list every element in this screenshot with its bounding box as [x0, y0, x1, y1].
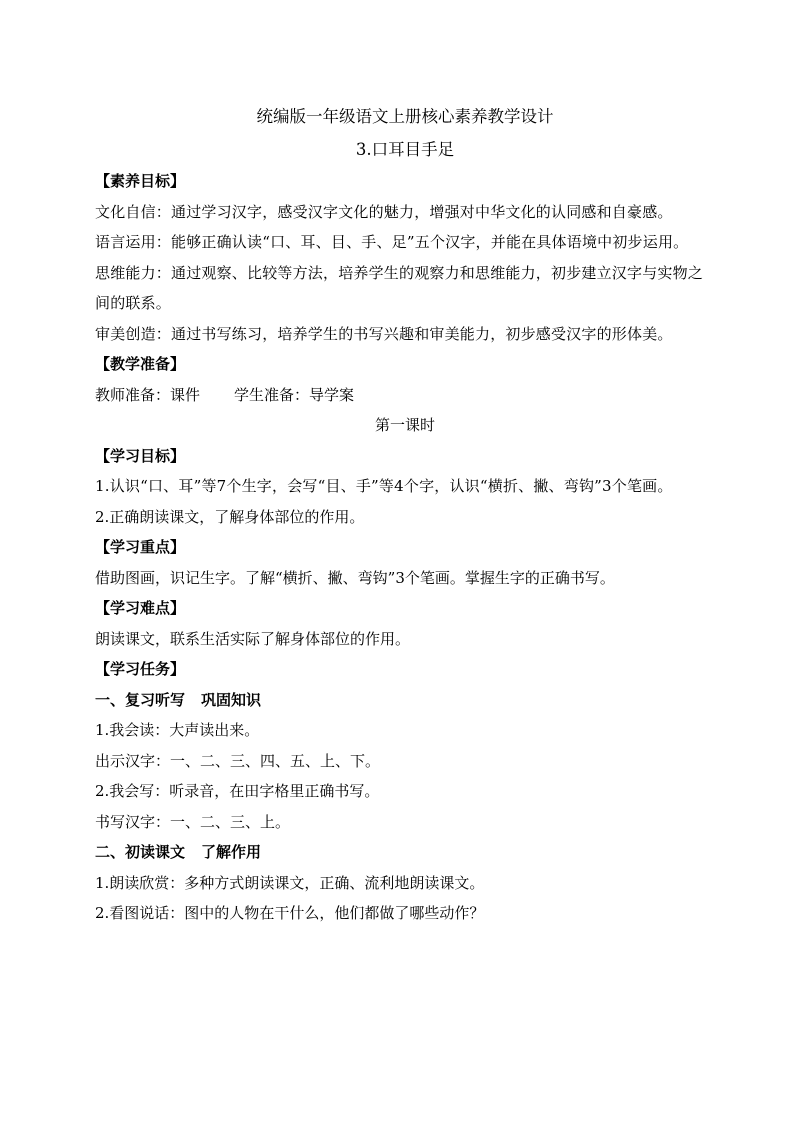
prep-line	[95, 380, 715, 411]
section-heading-objectives: 【学习目标】	[95, 446, 186, 465]
task1-item2-detail: 书写汉字：一、二、三、上。	[95, 812, 291, 831]
section-heading-key: 【学习重点】	[95, 538, 186, 556]
objective-2: 2.正确朗读课文，了解身体部位的作用。	[95, 507, 365, 526]
section-heading-tasks: 【学习任务】	[95, 660, 186, 678]
period-label: 第一课时	[374, 416, 435, 434]
task2-heading	[95, 837, 715, 868]
goal-thinking: 思维能力：通过观察、比较等方法，培养学生的观察力和思维能力，初步建立汉字与实物之间的联系。	[95, 263, 704, 312]
difficulty-text: 朗读课文，联系生活实际了解身体部位的作用。	[95, 629, 411, 648]
task1-item2: 2.我会写：听录音，在田字格里正确书写。	[95, 782, 380, 800]
goal-language: 语言运用：能够正确认读“口、耳、目、手、足”五个汉字，并能在具体语境中初步运用。	[95, 233, 689, 251]
task2-item1: 1.朗读欣赏：多种方式朗读课文，正确、流利地朗读课文。	[95, 873, 485, 892]
task2-item2: 2.看图说话：图中的人物在干什么，他们都做了哪些动作？	[95, 904, 485, 922]
document-page	[95, 100, 715, 929]
key-text: 借助图画，识记生字。了解“横折、撇、弯钩”3个笔画。掌握生字的正确书写。	[95, 568, 615, 587]
task1-heading-sub: 巩固知识	[201, 690, 262, 709]
task1-heading-main: 一、复习听写	[95, 690, 186, 709]
lesson-title: 3.口耳目手足	[355, 140, 455, 159]
prep-teacher: 教师准备：课件	[95, 385, 201, 404]
goal-culture: 文化自信：通过学习汉字，感受汉字文化的魅力，增强对中华文化的认同感和自豪感。	[95, 202, 673, 221]
task2-heading-main: 二、初读课文	[95, 843, 186, 861]
section-heading-difficulty: 【学习难点】	[95, 599, 186, 617]
prep-student: 学生准备：导学案	[234, 385, 355, 404]
objective-1: 1.认识“口、耳”等7个生字，会写“目、手”等4个字，认识“横折、撇、弯钩”3个笔画。	[95, 477, 673, 495]
document-title: 统编版一年级语文上册核心素养教学设计	[256, 107, 554, 126]
task2-heading-sub: 了解作用	[201, 843, 262, 861]
task1-heading	[95, 685, 715, 716]
goal-aesthetic: 审美创造：通过书写练习，培养学生的书写兴趣和审美能力，初步感受汉字的形体美。	[95, 324, 673, 343]
task1-item1-detail: 出示汉字：一、二、三、四、五、上、下。	[95, 751, 381, 770]
task1-item1: 1.我会读：大声读出来。	[95, 721, 260, 739]
section-heading-goals: 【素养目标】	[95, 172, 186, 190]
section-heading-prep: 【教学准备】	[95, 355, 186, 373]
